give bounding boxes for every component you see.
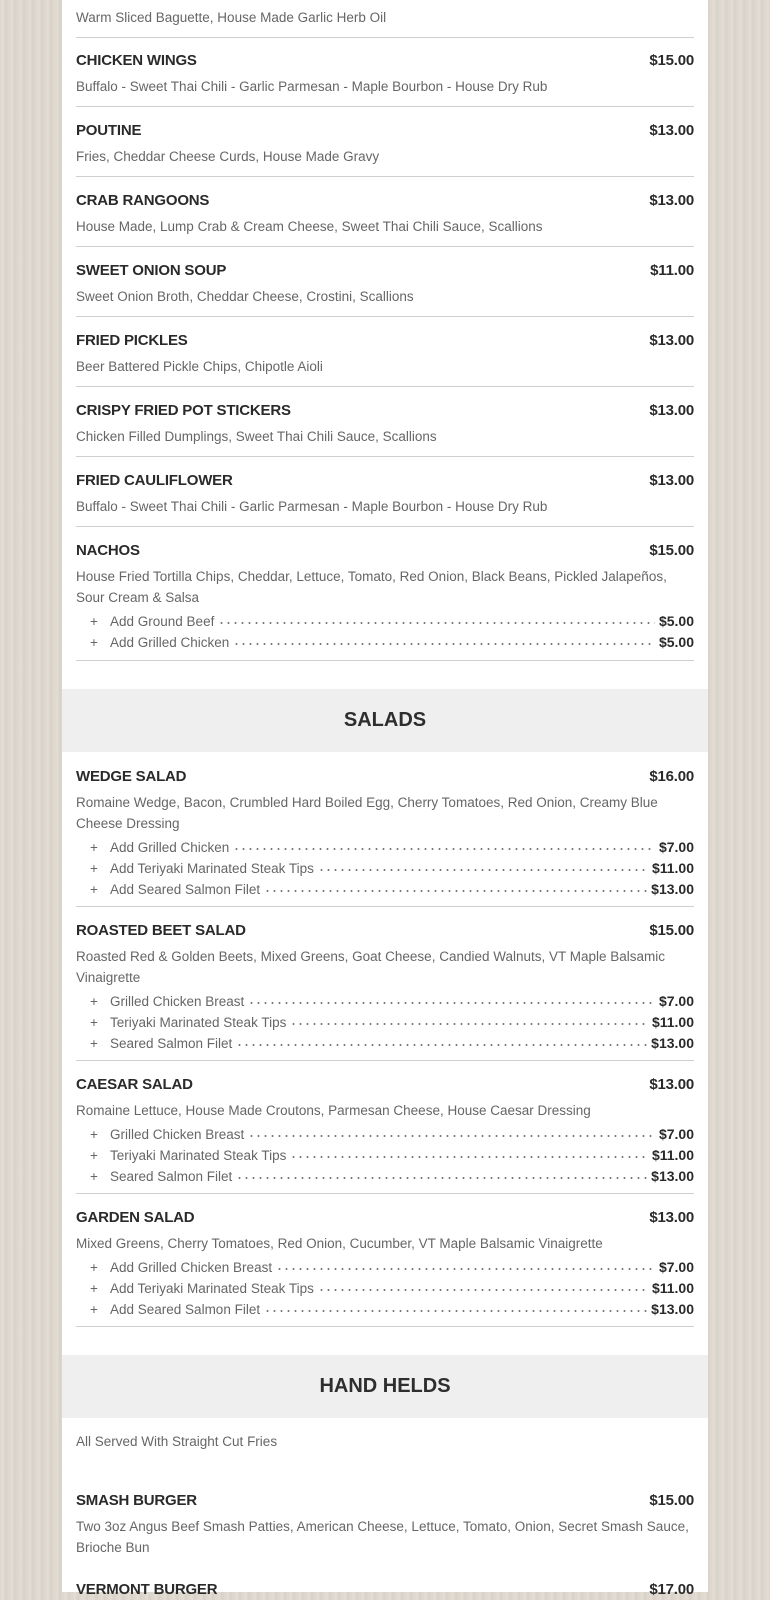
divider [76, 316, 694, 317]
item-name: SWEET ONION SOUP [76, 261, 227, 279]
divider [76, 246, 694, 247]
divider [76, 906, 694, 907]
addon-name: Add Ground Beef [110, 614, 215, 629]
divider [76, 176, 694, 177]
addon-name: Teriyaki Marinated Steak Tips [110, 1148, 287, 1163]
plus-icon: + [90, 614, 98, 629]
item-price: $13.00 [649, 121, 694, 139]
addon-row [76, 1030, 694, 1051]
plus-icon: + [90, 994, 98, 1009]
item-price: $13.00 [649, 1075, 694, 1093]
addon-row [76, 1163, 694, 1184]
item-description: Sweet Onion Broth, Cheddar Cheese, Crostini, Scallions [76, 289, 414, 304]
addon-row [76, 1275, 694, 1296]
addon-name: Add Grilled Chicken Breast [110, 1260, 273, 1275]
addon-name: Add Teriyaki Marinated Steak Tips [110, 1281, 314, 1296]
plus-icon: + [90, 1260, 98, 1275]
item-description: Romaine Lettuce, House Made Croutons, Parmesan Cheese, House Caesar Dressing [76, 1103, 591, 1118]
addon-row [76, 855, 694, 876]
dot-leader [233, 643, 655, 645]
plus-icon: + [90, 840, 98, 855]
addon-price: $13.00 [651, 1035, 694, 1051]
divider [76, 1326, 694, 1327]
section-header-salads: SALADS [62, 689, 708, 752]
item-price: $13.00 [649, 401, 694, 419]
addon-name: Grilled Chicken Breast [110, 1127, 245, 1142]
item-name: WEDGE SALAD [76, 767, 187, 785]
addon-price: $11.00 [651, 1014, 694, 1030]
dot-leader [318, 869, 648, 871]
addon-name: Teriyaki Marinated Steak Tips [110, 1015, 287, 1030]
item-price: $13.00 [649, 191, 694, 209]
plus-icon: + [90, 1127, 98, 1142]
addon-name: Grilled Chicken Breast [110, 994, 245, 1009]
plus-icon: + [90, 1169, 98, 1184]
dot-leader [218, 622, 655, 624]
item-price: $15.00 [649, 1491, 694, 1509]
dot-leader [236, 1177, 647, 1179]
item-description: House Made, Lump Crab & Cream Cheese, Sweet Thai Chili Sauce, Scallions [76, 219, 543, 234]
addon-price: $7.00 [658, 839, 694, 855]
addon-price: $13.00 [651, 1168, 694, 1184]
divider [76, 456, 694, 457]
plus-icon: + [90, 1148, 98, 1163]
item-name: CAESAR SALAD [76, 1075, 193, 1093]
addon-price: $11.00 [651, 860, 694, 876]
dot-leader [236, 1044, 647, 1046]
item-description: Warm Sliced Baguette, House Made Garlic Herb Oil [76, 10, 387, 25]
addon-price: $13.00 [651, 1301, 694, 1317]
divider [76, 106, 694, 107]
item-name: FRIED PICKLES [76, 331, 188, 349]
addon-row [76, 988, 694, 1009]
item-price: $11.00 [650, 261, 694, 279]
item-description: Buffalo - Sweet Thai Chili - Garlic Parmesan - Maple Bourbon - House Dry Rub [76, 499, 548, 514]
divider [76, 526, 694, 527]
addon-name: Add Seared Salmon Filet [110, 882, 261, 897]
item-price: $13.00 [649, 471, 694, 489]
addon-row [76, 1254, 694, 1275]
addon-price: $7.00 [658, 1259, 694, 1275]
item-description: Mixed Greens, Cherry Tomatoes, Red Onion, Cucumber, VT Maple Balsamic Vinaigrette [76, 1236, 603, 1251]
item-name: SMASH BURGER [76, 1491, 197, 1509]
divider [76, 37, 694, 38]
dot-leader [248, 1135, 655, 1137]
dot-leader [290, 1023, 648, 1025]
addon-price: $7.00 [658, 993, 694, 1009]
addon-row [76, 876, 694, 897]
item-name: CRAB RANGOONS [76, 191, 210, 209]
addon-row [76, 1009, 694, 1030]
divider [76, 386, 694, 387]
item-name: CRISPY FRIED POT STICKERS [76, 401, 291, 419]
divider [76, 1060, 694, 1061]
plus-icon: + [90, 1015, 98, 1030]
addon-name: Add Teriyaki Marinated Steak Tips [110, 861, 314, 876]
item-price: $17.00 [649, 1580, 694, 1598]
plus-icon: + [90, 635, 98, 650]
section-header-hand-helds: HAND HELDS [62, 1355, 708, 1418]
item-price: $13.00 [649, 1208, 694, 1226]
dot-leader [248, 1002, 655, 1004]
divider [76, 1193, 694, 1194]
addon-name: Add Grilled Chicken [110, 635, 230, 650]
plus-icon: + [90, 1036, 98, 1051]
addon-price: $5.00 [658, 634, 694, 650]
dot-leader [264, 1310, 647, 1312]
item-price: $16.00 [649, 767, 694, 785]
addon-row [76, 608, 694, 629]
divider [76, 660, 694, 661]
addon-price: $13.00 [651, 881, 694, 897]
addon-price: $11.00 [651, 1280, 694, 1296]
item-price: $15.00 [649, 541, 694, 559]
addon-name: Seared Salmon Filet [110, 1169, 233, 1184]
item-name: POUTINE [76, 121, 142, 139]
addon-row [76, 1121, 694, 1142]
item-price: $15.00 [649, 51, 694, 69]
item-name: FRIED CAULIFLOWER [76, 471, 233, 489]
item-description: Two 3oz Angus Beef Smash Patties, American Cheese, Lettuce, Tomato, Onion, Secret Smash Sauce, Brioche Bun [76, 1519, 689, 1555]
addon-name: Add Grilled Chicken [110, 840, 230, 855]
dot-leader [264, 890, 647, 892]
dot-leader [318, 1289, 648, 1291]
item-description: Roasted Red & Golden Beets, Mixed Greens, Goat Cheese, Candied Walnuts, VT Maple Balsamic Vinaigrette [76, 949, 666, 985]
item-description: Romaine Wedge, Bacon, Crumbled Hard Boiled Egg, Cherry Tomatoes, Red Onion, Creamy Blue Cheese Dressing [76, 795, 658, 831]
addon-name: Seared Salmon Filet [110, 1036, 233, 1051]
item-description: Fries, Cheddar Cheese Curds, House Made Gravy [76, 149, 380, 164]
addon-row [76, 1296, 694, 1317]
item-description: House Fried Tortilla Chips, Cheddar, Lettuce, Tomato, Red Onion, Black Beans, Pickled Jalapeños, Sour Cream & Salsa [76, 569, 667, 605]
item-name: CHICKEN WINGS [76, 51, 197, 69]
dot-leader [233, 848, 655, 850]
addon-price: $5.00 [658, 613, 694, 629]
dot-leader [290, 1156, 648, 1158]
addon-price: $7.00 [658, 1126, 694, 1142]
addon-price: $11.00 [651, 1147, 694, 1163]
addon-row [76, 834, 694, 855]
addon-name: Add Seared Salmon Filet [110, 1302, 261, 1317]
item-name: VERMONT BURGER [76, 1580, 218, 1598]
plus-icon: + [90, 861, 98, 876]
section-note: All Served With Straight Cut Fries [76, 1434, 278, 1449]
item-name: NACHOS [76, 541, 140, 559]
dot-leader [276, 1268, 655, 1270]
plus-icon: + [90, 1302, 98, 1317]
item-name: ROASTED BEET SALAD [76, 921, 246, 939]
plus-icon: + [90, 882, 98, 897]
item-price: $13.00 [649, 331, 694, 349]
addon-row [76, 1142, 694, 1163]
item-description: Beer Battered Pickle Chips, Chipotle Aioli [76, 359, 323, 374]
item-name: GARDEN SALAD [76, 1208, 195, 1226]
item-price: $15.00 [649, 921, 694, 939]
addon-row [76, 629, 694, 650]
item-description: Buffalo - Sweet Thai Chili - Garlic Parmesan - Maple Bourbon - House Dry Rub [76, 79, 548, 94]
plus-icon: + [90, 1281, 98, 1296]
item-description: Chicken Filled Dumplings, Sweet Thai Chili Sauce, Scallions [76, 429, 437, 444]
